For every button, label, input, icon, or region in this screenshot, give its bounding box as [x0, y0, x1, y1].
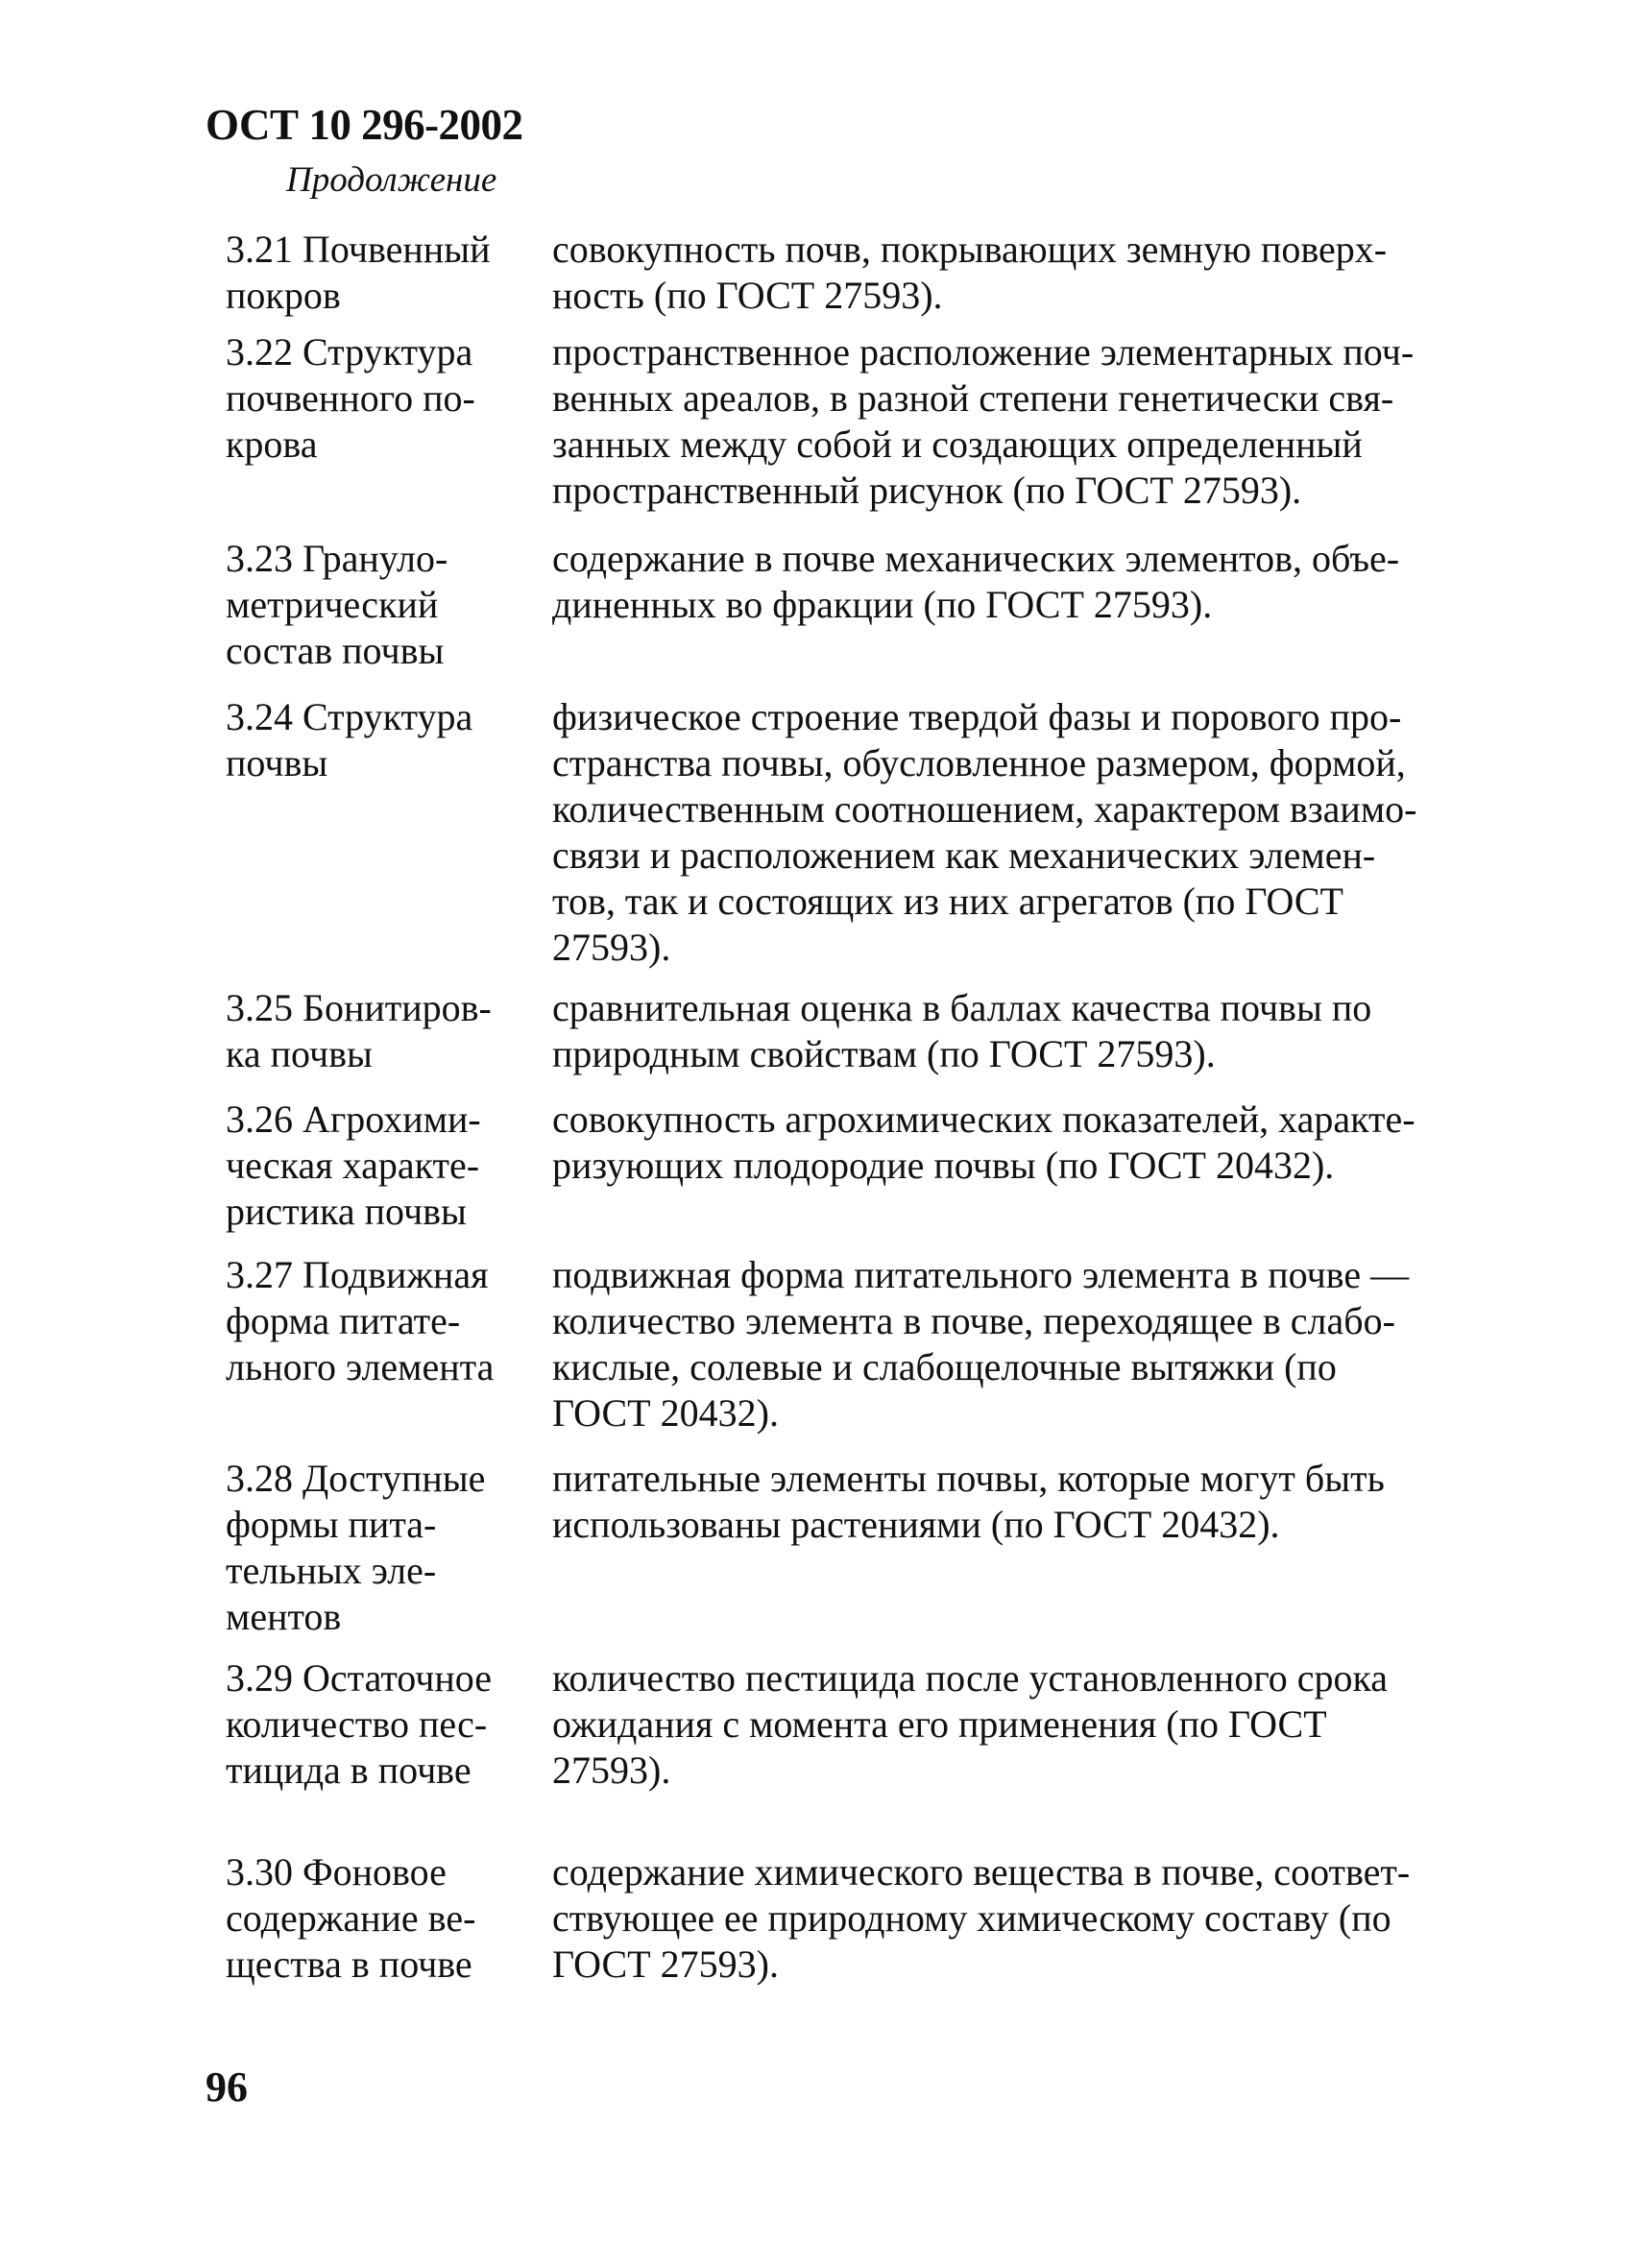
page-number: 96: [206, 2063, 248, 2111]
term-definition: количество пестицида после установленного срока ожидания с момента его применения (по ГОСТ 27593).: [552, 1656, 1389, 1792]
term-definition: питательные элементы почвы, которые могут быть использованы растениями (по ГОСТ 20432).: [552, 1457, 1385, 1546]
term-name: 3.24 Структура почвы: [226, 695, 473, 784]
term-definition: совокупность агрохимических показателей, характе- ризующих плодородие почвы (по ГОСТ 20432).: [552, 1098, 1415, 1187]
term-name: 3.27 Подвижная форма питате- льного элемента: [226, 1253, 495, 1388]
term-name: 3.26 Агрохими- ческая характе- ристика почвы: [226, 1098, 481, 1233]
term-definition: содержание химического вещества в почве, соответ- ствующее ее природному химическому составу (по ГОСТ 27593).: [552, 1850, 1411, 1986]
term-definition: подвижная форма питательного элемента в почве — количество элемента в почве, переходящее в слабо- кислые, солевые и слабощелочные вытяжки (по ГОСТ 20432).: [552, 1253, 1410, 1435]
term-definition: пространственное расположение элементарных поч- венных ареалов, в разной степени генетически свя- занных между собой и создающих определенный пространственный рисунок (по ГОСТ 27593).: [552, 330, 1415, 512]
term-definition: совокупность почв, покрывающих земную поверх- ность (по ГОСТ 27593).: [552, 228, 1388, 317]
term-definition: физическое строение твердой фазы и порового про- странства почвы, обусловленное размером, формой, количественным соотношением, характером взаимо- связи и расположением как механических элемен- тов, так и состоящих из них агрегатов (по ГОСТ 27593).: [552, 695, 1417, 969]
term-name: 3.28 Доступные формы пита- тельных эле- ментов: [226, 1457, 486, 1638]
term-definition: содержание в почве механических элементов, объе- диненных во фракции (по ГОСТ 27593).: [552, 537, 1400, 626]
term-name: 3.22 Структура почвенного по- крова: [226, 330, 475, 466]
term-name: 3.21 Почвенный покров: [226, 228, 491, 317]
document-code: ОСТ 10 296-2002: [206, 101, 523, 149]
term-name: 3.30 Фоновое содержание ве- щества в почве: [226, 1850, 476, 1986]
term-name: 3.29 Остаточное количество пес- тицида в почве: [226, 1656, 493, 1792]
continuation-label: Продолжение: [286, 160, 497, 200]
term-definition: сравнительная оценка в баллах качества почвы по природным свойствам (по ГОСТ 27593).: [552, 986, 1372, 1075]
term-name: 3.25 Бонитиров- ка почвы: [226, 986, 492, 1075]
term-name: 3.23 Грануло- метрический состав почвы: [226, 537, 448, 672]
